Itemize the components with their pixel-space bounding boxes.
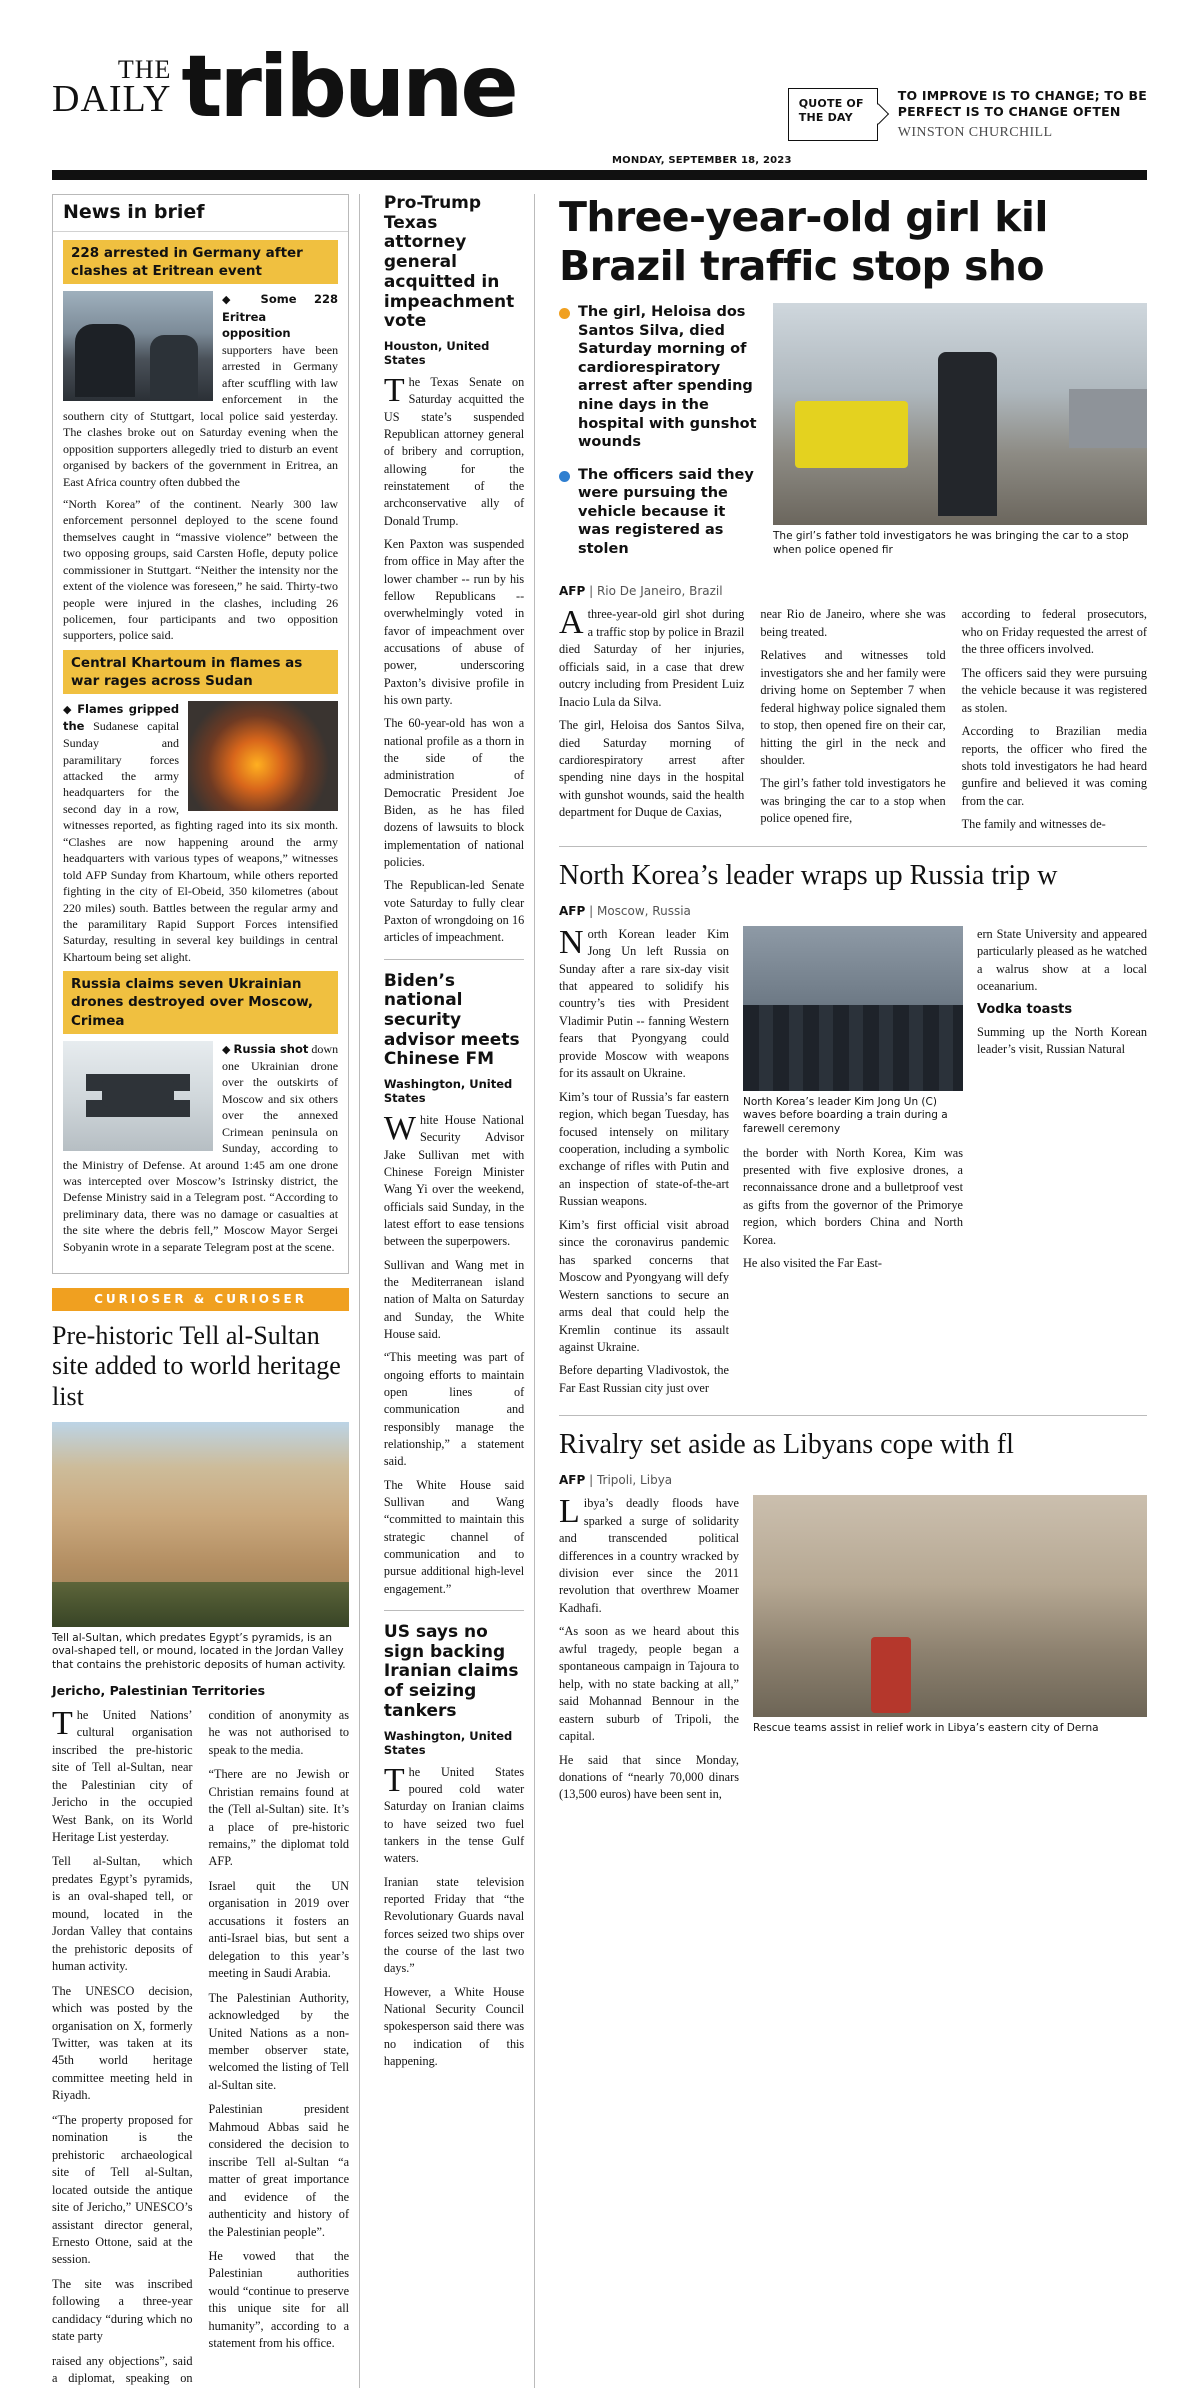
feature-para: The Palestinian Authority, acknowledged by the United Nations as a non-member observer state, welcomed the listing of Tell al-Sultan site. bbox=[208, 1990, 350, 2092]
feature-para: The United Nations’ cultural organisation inscribed the pre-historic site of Tell al-Sultan, near the Palestinian city of Jericho in the occupied West Bank, on its World Heritage List yesterday. bbox=[52, 1704, 193, 1845]
mid-para: The 60-year-old has won a national profile as a thorn in the side of the administration of Democratic President Joe Biden, as he has filed dozens of lawsuits to block implementation of national policies. bbox=[383, 716, 525, 869]
news-in-brief-header: News in brief bbox=[53, 195, 348, 232]
masthead bbox=[52, 0, 1147, 166]
nk-para: Kim’s first official visit abroad since the coronavirus pandemic has sparked concerns that Moscow and Pyongyang will defy Western sanctions to secure an arms deal that could help the Kremlin continue its assault against Ukraine. bbox=[559, 1217, 729, 1355]
brief-item-title: Central Khartoum in flames as war rages across Sudan bbox=[63, 650, 338, 694]
mid-article[interactable] bbox=[384, 972, 524, 1598]
feature-para: Tell al-Sultan, which predates Egypt’s pyramids, is an oval-shaped tell, or mound, located in the Jordan Valley that contains the prehistoric deposits of human activity. bbox=[52, 1854, 193, 1974]
brief-item-lead: Flames gripped the bbox=[63, 702, 180, 734]
lead-body bbox=[559, 606, 1147, 833]
north-korea-column-2-text bbox=[743, 1145, 963, 1273]
agency-name: AFP bbox=[559, 1473, 586, 1488]
issue-date: MONDAY, SEPTEMBER 18, 2023 bbox=[612, 155, 792, 166]
logo-the-daily bbox=[52, 54, 172, 123]
feature-para: The UNESCO decision, which was posted by the organisation on X, formerly Twitter, was taken at its 45th world heritage committee meeting held in Riyadh. bbox=[52, 1983, 193, 2103]
quote-tag: QUOTE OF THE DAY bbox=[788, 88, 878, 141]
brief-item-lead: Russia shot bbox=[233, 1041, 309, 1056]
feature-caption: Tell al-Sultan, which predates Egypt’s pyramids, is an oval-shaped tell, or mound, located in the Jordan Valley that contains the prehistoric deposits of human activity. bbox=[52, 1631, 346, 1671]
lead-byline bbox=[559, 584, 1147, 598]
bullet-diamond-icon: ◆ bbox=[63, 704, 73, 717]
feature-headline[interactable]: Pre-historic Tell al-Sultan site added to world heritage list bbox=[52, 1321, 341, 1411]
mid-article-body bbox=[383, 1761, 525, 2071]
mid-article-headline: Pro-Trump Texas attorney general acquitted in impeachment vote bbox=[383, 193, 515, 332]
north-korea-headline[interactable]: North Korea’s leader wraps up Russia trip w bbox=[559, 859, 1058, 891]
bullet-dot-icon bbox=[559, 471, 570, 482]
section-label-curioser: CURIOSER & CURIOSER bbox=[52, 1288, 349, 1311]
lead-para: The girl, Heloisa dos Santos Silva, died Saturday morning of cardiorespiratory arrest after spending nine days in the hospital with gunshot wounds, said the health department for Duque de Caxias, bbox=[559, 718, 745, 820]
bullet-dot-icon bbox=[559, 308, 570, 319]
lead-bullets bbox=[559, 303, 759, 572]
lead-photo bbox=[773, 303, 1147, 525]
bullet-diamond-icon: ◆ bbox=[222, 294, 244, 307]
brief-item-title: 228 arrested in Germany after clashes at Eritrean event bbox=[63, 240, 338, 284]
agency-name: AFP bbox=[559, 584, 586, 599]
brief-item[interactable] bbox=[63, 650, 338, 971]
feature-para: “There are no Jewish or Christian remains found at the (Tell al-Sultan) site. It’s a place of pre-historic remains,” the diplomat told AFP. bbox=[208, 1767, 350, 1869]
photo-tell-al-sultan bbox=[52, 1422, 349, 1627]
north-korea-photo-caption: North Korea’s leader Kim Jong Un (C) waves before boarding a train during a farewell ceremony bbox=[743, 1095, 948, 1135]
brief-item-body1: Sudanese capital Sunday and paramilitary forces attacked the army headquarters for the second day in a row, witnesses reported, as fighting raged into its six month. “Clashes are now happening around the army headquarters with various types of weapons,” witnesses told AFP Sunday from Khartoum, while others reported fighting in the city of El-Obeid, 350 kilometres (about 220 miles) south. Battles between the regular army and the paramilitary Rapid Support Forces intensified Saturday, resulting in several key buildings in central Khartoum being set alight. bbox=[63, 719, 339, 964]
mid-para: Sullivan and Wang met in the Mediterranean island nation of Malta on Saturday and Sunday, the White House said. bbox=[383, 1257, 525, 1342]
feature-para: Palestinian president Mahmoud Abbas said he considered the decision to inscribe Tell al-Sultan “a matter of great importance and evidence of the authenticity and history of the Palestinian people”. bbox=[208, 2102, 350, 2239]
north-korea-byline bbox=[559, 904, 1147, 918]
lead-bullet-text: The girl, Heloisa dos Santos Silva, died Saturday morning of cardiorespiratory arrest after spending nine days in the hospital with gunshot wounds bbox=[578, 304, 757, 451]
brief-item-photo bbox=[63, 1041, 213, 1151]
lead-para: According to Brazilian media reports, the officer who fired the shots told investigators he had heard gunfire and believed it was coming from the car. bbox=[961, 724, 1147, 808]
libya-photo-caption: Rescue teams assist in relief work in Libya’s eastern city of Derna bbox=[753, 1722, 1099, 1735]
mid-article[interactable] bbox=[384, 194, 524, 947]
north-korea-column-2 bbox=[743, 926, 963, 1404]
mid-article-dateline: Houston, United States bbox=[383, 339, 490, 368]
news-in-brief-box bbox=[52, 194, 349, 1274]
libya-headline[interactable]: Rivalry set aside as Libyans cope with fl bbox=[559, 1429, 1014, 1461]
lead-para: Relatives and witnesses told investigators she and her family were driving home on September 7 when federal highway police signaled them to stop, then opened fire on their car, hitting the girl in the neck and shoulder. bbox=[760, 648, 946, 767]
brief-item[interactable] bbox=[63, 240, 338, 644]
libya-byline bbox=[559, 1473, 1147, 1487]
mid-article-headline: Biden’s national security advisor meets Chinese FM bbox=[383, 970, 520, 1070]
quote-line-2: PERFECT IS TO CHANGE OFTEN bbox=[897, 104, 1121, 120]
byline-separator: | bbox=[589, 1473, 597, 1488]
libya-para: He said that since Monday, donations of “nearly 70,000 dinars (13,500 euros) have been sent in, bbox=[559, 1752, 739, 1802]
lead-para: The officers said they were pursuing the vehicle because it was registered as stolen. bbox=[961, 665, 1147, 715]
lead-bullet-text: The officers said they were pursuing the vehicle because it was registered as stolen bbox=[578, 466, 754, 557]
brief-item-body1: down one Ukrainian drone over the outskirts of Moscow and six others over the annexed Crimean peninsula on Sunday, according to the Ministry of Defense. At around 1:45 am one drone was intercepted over Moscow’s Istrinsky district, the Defense Ministry said in a Telegram post. “According to preliminary data, there was no damage or casualties at the site where the debris fell,” Moscow Mayor Sergei Sobyanin wrote in a separate Telegram post at the scene. bbox=[63, 1041, 339, 1254]
lead-para: Athree-year-old girl shot during a traffic stop by police in Brazil died Saturday of her injuries, officials said, in a case that drew outcry including from President Luiz Inacio Lula da Silva. bbox=[559, 604, 745, 709]
brief-item-photo bbox=[188, 701, 338, 811]
nk-para: Kim’s tour of Russia’s far eastern region, which began Tuesday, has focused intensely on military cooperation, including a symbolic exchange of rifles with Putin and an inspection of state-of-the-art Russian weapons. bbox=[559, 1089, 729, 1209]
photo-khartoum-fire bbox=[188, 701, 338, 811]
libya-dateline: Tripoli, Libya bbox=[596, 1473, 673, 1488]
byline-separator: | bbox=[589, 903, 597, 918]
quote-author: WINSTON CHURCHILL bbox=[897, 124, 1053, 140]
mid-article-dateline: Washington, United States bbox=[383, 1728, 513, 1757]
mid-article-body bbox=[384, 374, 524, 947]
column-left bbox=[52, 194, 349, 2388]
lead-top-block bbox=[559, 303, 1147, 572]
brief-item-lead: Some 228 Eritrea opposition bbox=[222, 292, 339, 341]
libya-block bbox=[559, 1495, 1147, 1810]
column-divider bbox=[359, 194, 360, 2388]
mid-article-body bbox=[384, 1112, 524, 1598]
logo-tribune: tribune bbox=[181, 37, 516, 137]
photo-eritrea-clashes bbox=[63, 291, 213, 401]
feature-para: He vowed that the Palestinian authorities would “continue to preserve this unique site for all humanity”, according to a statement from his office. bbox=[208, 2249, 350, 2351]
libya-para: “As soon as we heard about this awful tragedy, people began a spontaneous campaign in Tajoura to help, with no state backing at all,” said Mohannad Bennour in the eastern suburb of Tripoli, the capital. bbox=[559, 1624, 739, 1744]
news-in-brief-body bbox=[53, 232, 348, 1273]
byline-separator: | bbox=[589, 584, 597, 599]
mid-article-headline: US says no sign backing Iranian claims of seizing tankers bbox=[383, 1621, 519, 1721]
feature-para: “The property proposed for nomination is the prehistoric archaeological site of Tell al-Sultan, located outside the antique site of Jericho,” UNESCO’s assistant director general, Ernesto Ottone, said at the session. bbox=[52, 2112, 193, 2267]
photo-brazil-traffic-stop bbox=[773, 303, 1147, 525]
lead-headline-line-2[interactable]: Brazil traffic stop sho bbox=[559, 241, 1044, 290]
north-korea-photo bbox=[743, 926, 963, 1091]
lead-headline-line-1[interactable]: Three-year-old girl kil bbox=[559, 193, 1048, 241]
north-korea-column-1 bbox=[559, 923, 729, 1404]
feature-para: Israel quit the UN organisation in 2019 over accusations it fosters an anti-Israel bias, but sent a delegation to this year’s meeting in Saudi Arabia. bbox=[208, 1878, 350, 1981]
logo-the: THE bbox=[117, 54, 172, 84]
mid-para: Ken Paxton was suspended from office in May after the lower chamber -- run by his fellow Republicans -- overwhelmingly voted in favor of impeachment over accusations of abuse of power, underscoring Paxton’s divisive profile in his own party. bbox=[383, 536, 525, 707]
lead-dateline: Rio De Janeiro, Brazil bbox=[596, 584, 723, 599]
lead-photo-caption: The girl’s father told investigators he was bringing the car to a stop when police opened fir bbox=[773, 530, 1129, 556]
nk-para: He also visited the Far East- bbox=[743, 1256, 882, 1271]
lead-para: according to federal prosecutors, who on Friday requested the arrest of the three officers involved. bbox=[961, 607, 1147, 657]
brief-item[interactable] bbox=[63, 971, 338, 1261]
lead-para: near Rio de Janeiro, where she was being treated. bbox=[760, 607, 946, 639]
lead-bullet bbox=[559, 303, 759, 451]
feature-body bbox=[52, 1704, 350, 2388]
column-right bbox=[559, 194, 1147, 2388]
agency-name: AFP bbox=[559, 903, 586, 918]
photo-kim-jong-un-farewell bbox=[743, 926, 963, 1091]
north-korea-subhead: Vodka toasts bbox=[977, 1002, 1073, 1018]
quote-line-1: TO IMPROVE IS TO CHANGE; TO BE bbox=[897, 88, 1147, 103]
lead-photo-wrap bbox=[773, 303, 1147, 572]
lead-para: The family and witnesses de- bbox=[961, 817, 1106, 832]
libya-photo bbox=[753, 1495, 1147, 1717]
lead-para: The girl’s father told investigators he was bringing the car to a stop when police opened fire, bbox=[760, 776, 946, 826]
quote-of-the-day bbox=[788, 88, 1147, 141]
article-divider bbox=[559, 846, 1147, 847]
page-grid bbox=[52, 194, 1147, 2388]
mid-para: The Republican-led Senate vote Saturday to fully clear Paxton of wrongdoing on 16 articles of impeachment. bbox=[383, 878, 525, 945]
feature-para: raised any objections”, said a diplomat, speaking on condition of anonymity as he was not authorised to speak to the media. bbox=[52, 1707, 350, 2386]
libya-text bbox=[559, 1495, 739, 1810]
mid-para: The Texas Senate on Saturday acquitted the US state’s suspended Republican attorney general of bribery and corruption, allowing for the reinstatement of the archconservative ally of Donald Trump. bbox=[383, 372, 525, 528]
lead-bullet bbox=[559, 466, 759, 559]
mid-para: The United States poured cold water Saturday on Iranian claims to have seized two fuel tankers in the tense Gulf waters. bbox=[383, 1761, 525, 1866]
mid-para: White House National Security Advisor Jake Sullivan met with Chinese Foreign Minister Wang Yi over the weekend, officials said Sunday, in the latest effort to ease tensions between the superpowers. bbox=[383, 1110, 525, 1249]
bullet-diamond-icon: ◆ bbox=[222, 1043, 231, 1056]
feature-para: The site was inscribed following a three-year candidacy “during which no state party bbox=[52, 2276, 193, 2344]
photo-derna-rescue bbox=[753, 1495, 1147, 1717]
photo-drone bbox=[63, 1041, 213, 1151]
brief-item-title: Russia claims seven Ukrainian drones destroyed over Moscow, Crimea bbox=[63, 971, 338, 1034]
north-korea-dateline: Moscow, Russia bbox=[596, 903, 691, 918]
nk-para: Summing up the North Korean leader’s visit, Russian Natural bbox=[977, 1024, 1147, 1057]
libya-photo-wrap bbox=[753, 1495, 1147, 1810]
nk-para: ern State University and appeared particularly pleased as he watched a walrus show at a local oceanarium. bbox=[977, 926, 1147, 993]
brief-item-body2: “North Korea” of the continent. Nearly 300 law enforcement personnel deployed to the scene found themselves caught in “massive violence” between the two opposing groups, said Carsten Hofle, deputy police commissioner in Stuttgart. “Neither the intensity nor the extent of the violence was foreseen,” he said. Thirty-two people were injured in the clashes, including 26 policemen, four participants and two opposition supporters, police said. bbox=[63, 496, 339, 643]
mid-para: Iranian state television reported Friday that “the Revolutionary Guards naval forces seized two ships over the course of the last two days.” bbox=[383, 1874, 525, 1976]
mid-para: The White House said Sullivan and Wang “committed to maintain this strategic channel of communication and to pursue additional high-level engagement.” bbox=[383, 1477, 525, 1596]
article-divider bbox=[559, 1415, 1147, 1416]
north-korea-column-3 bbox=[977, 926, 1147, 1404]
article-divider bbox=[384, 1610, 524, 1611]
quote-content bbox=[892, 88, 1147, 141]
north-korea-block bbox=[559, 923, 1147, 1404]
mid-para: However, a White House National Security Council spokesperson said there was no indication of this happening. bbox=[383, 1984, 525, 2068]
mid-article[interactable] bbox=[384, 1623, 524, 2070]
column-middle bbox=[384, 194, 524, 2388]
brief-item-photo bbox=[63, 291, 213, 401]
feature-photo bbox=[52, 1422, 349, 1627]
feature-dateline: Jericho, Palestinian Territories bbox=[52, 1682, 266, 1698]
nk-para: North Korean leader Kim Jong Un left Russia on Sunday after a rare six-day visit that appeared to solidify his country’s ties with President Vladimir Putin -- fanning Western fears that Pyongyang could provide Moscow with weapons for its assault on Ukraine. bbox=[559, 923, 729, 1081]
mid-para: “This meeting was part of ongoing efforts to maintain open lines of communication and responsibly manage the relationship,” a statement said. bbox=[383, 1350, 525, 1469]
brief-item-body1: supporters have been arrested in Germany after scuffling with law enforcement in the southern city of Stuttgart, local police said yesterday. The clashes broke out on Saturday evening when the opposition supporters allegedly tried to disturb an event organised by backers of the government in Eritrea, an East Africa country often dubbed the bbox=[63, 343, 339, 489]
column-divider bbox=[534, 194, 535, 2388]
mid-article-dateline: Washington, United States bbox=[383, 1077, 513, 1106]
nk-para: Before departing Vladivostok, the Far East Russian city just over bbox=[559, 1363, 729, 1395]
nk-para: the border with North Korea, Kim was presented with five explosive drones, a reconnaissance drone and a bulletproof vest as gifts from the governor of the Primorye region, which borders China and North Korea. bbox=[743, 1145, 963, 1247]
logo-daily: DAILY bbox=[52, 77, 172, 120]
libya-para: Libya’s deadly floods have sparked a surge of solidarity and transcended political differences in a country wracked by division ever since the 2011 revolution that overthrew Moamer Kadhafi. bbox=[559, 1493, 739, 1615]
article-divider bbox=[384, 959, 524, 960]
masthead-divider bbox=[52, 170, 1147, 180]
